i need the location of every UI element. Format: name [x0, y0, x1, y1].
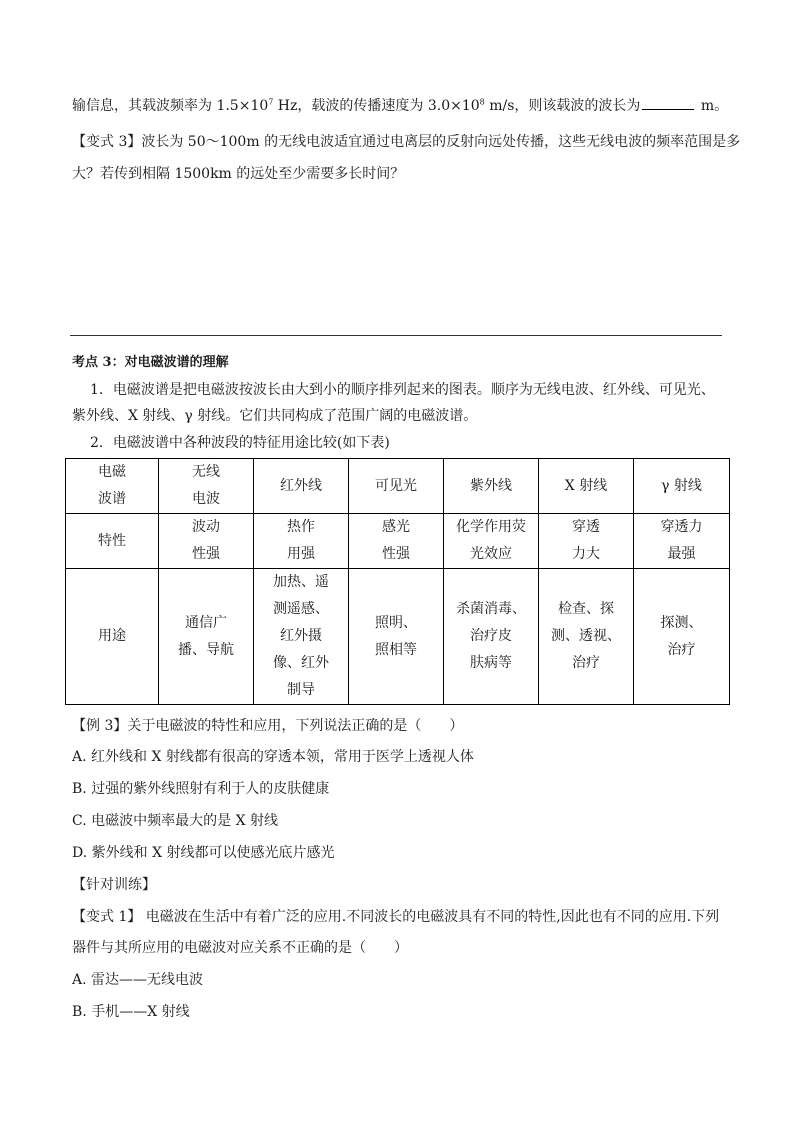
table-property-cell-6 — [634, 514, 730, 569]
table-use-cell-text: 杀菌消毒、 — [456, 601, 526, 617]
intro-text-4: m。 — [696, 98, 729, 114]
table-property-cell-4 — [444, 514, 539, 569]
intro-text-2: Hz，载波的传播速度为 3.0×10 — [273, 98, 480, 114]
table-property-row — [66, 514, 730, 569]
table-property-cell-text: 波动 — [192, 519, 220, 535]
table-use-cell-3 — [349, 569, 444, 705]
table-property-cell-text: 光效应 — [470, 546, 512, 562]
table-property-cell-0 — [66, 514, 159, 569]
table-use-cell-text: 播、导航 — [178, 641, 234, 658]
table-property-cell-text: 最强 — [667, 546, 696, 562]
training-option-b[interactable]: B. 手机——X 射线 — [72, 1004, 190, 1020]
table-use-cell-text: 治疗 — [572, 655, 600, 671]
table-property-cell-text: 特性 — [98, 532, 126, 549]
intro-line — [72, 95, 728, 115]
table-property-cell-5 — [539, 514, 634, 569]
table-header-cell-text: 电磁 — [98, 464, 126, 480]
table-use-cell-text: 照相等 — [375, 641, 417, 658]
table-header-cell-4 — [444, 459, 539, 514]
intro-text-1: 输信息，其载波频率为 1.5×10 — [72, 98, 269, 114]
table-use-cell-2 — [254, 569, 349, 705]
section-p2: 2．电磁波谱中各种波段的特征用途比较(如下表) — [90, 435, 390, 451]
table-property-cell-3 — [349, 514, 444, 569]
table-property-cell-text: 化学作用荧 — [456, 519, 526, 535]
table-header-cell-0 — [66, 459, 159, 514]
spectrum-table — [65, 458, 730, 705]
table-property-cell-text: 力大 — [572, 546, 600, 562]
section-p1-line2: 紫外线、X 射线、γ 射线。它们共同构成了范围广阔的电磁波谱。 — [72, 408, 478, 424]
table-property-cell-text: 性强 — [382, 546, 410, 562]
example3-stem: 【例 3】关于电磁波的特性和应用，下列说法正确的是（ ） — [72, 718, 464, 734]
table-header-cell-6 — [634, 459, 730, 514]
table-use-cell-text: 加热、遥 — [273, 574, 329, 590]
table-use-cell-1 — [159, 569, 254, 705]
table-use-row — [66, 569, 730, 705]
table-use-cell-text: 照明、 — [375, 614, 417, 631]
table-use-cell-text: 用途 — [98, 628, 126, 644]
exp-2: 8 — [479, 97, 485, 107]
table-header-cell-3 — [349, 459, 444, 514]
table-use-cell-text: 治疗皮 — [470, 628, 512, 644]
table-use-cell-text: 通信广 — [185, 614, 227, 631]
table-header-cell-text: 电波 — [192, 491, 220, 507]
table-use-cell-text: 制导 — [287, 682, 315, 698]
table-header-cell-text: γ 射线 — [661, 477, 702, 494]
table-header-cell-text: 无线 — [192, 464, 220, 480]
table-header-cell-text: 可见光 — [375, 477, 417, 494]
example3-option-d[interactable]: D. 紫外线和 X 射线都可以使感光底片感光 — [72, 845, 335, 861]
table-header-cell-text: 波谱 — [98, 491, 126, 507]
table-property-cell-text: 热作 — [287, 519, 315, 535]
table-use-cell-text: 探测、 — [660, 614, 703, 631]
table-use-cell-text: 治疗 — [667, 641, 696, 658]
table-header-row — [66, 459, 730, 514]
example3-option-b[interactable]: B. 过强的紫外线照射有利于人的皮肤健康 — [72, 781, 330, 797]
variant3-line2: 大？若传到相隔 1500km 的远处至少需要多长时间？ — [72, 166, 405, 182]
table-header-cell-text: 紫外线 — [470, 477, 512, 494]
table-property-cell-text: 感光 — [382, 519, 410, 535]
table-property-cell-text: 穿透力 — [660, 519, 703, 535]
section-p1-line1: 1．电磁波谱是把电磁波按波长由大到小的顺序排列起来的图表。顺序为无线电波、红外线、可见光、 — [90, 382, 715, 398]
table-use-cell-text: 红外摄 — [280, 628, 322, 644]
answer-blank[interactable] — [642, 95, 694, 110]
table-header-cell-5 — [539, 459, 634, 514]
training-variant1-line1: 【变式 1】 电磁波在生活中有着广泛的应用.不同波长的电磁波具有不同的特性,因此也有不同的应用.下列 — [72, 909, 720, 925]
table-use-cell-text: 测、透视、 — [551, 628, 621, 644]
table-header-cell-text: X 射线 — [564, 477, 608, 494]
section-title: 考点 3：对电磁波谱的理解 — [72, 355, 229, 370]
table-use-cell-text: 肤病等 — [470, 655, 512, 671]
table-use-cell-4 — [444, 569, 539, 705]
table-use-cell-5 — [539, 569, 634, 705]
example3-option-c[interactable]: C. 电磁波中频率最大的是 X 射线 — [72, 813, 278, 829]
training-option-a[interactable]: A. 雷达——无线电波 — [72, 972, 204, 988]
table-use-cell-0 — [66, 569, 159, 705]
table-header-cell-text: 红外线 — [280, 477, 322, 494]
table-use-cell-6 — [634, 569, 730, 705]
example3-option-a[interactable]: A. 红外线和 X 射线都有很高的穿透本领，常用于医学上透视人体 — [72, 749, 474, 765]
table-property-cell-1 — [159, 514, 254, 569]
exp-1: 7 — [268, 97, 274, 107]
table-header-cell-1 — [159, 459, 254, 514]
table-property-cell-2 — [254, 514, 349, 569]
table-property-cell-text: 性强 — [192, 546, 220, 562]
section-divider — [70, 335, 722, 336]
variant3-line1: 【变式 3】波长为 50～100m 的无线电波适宜通过电离层的反射向远处传播，这些无线电波的频率范围是多 — [72, 134, 741, 150]
table-use-cell-text: 测遥感、 — [273, 601, 329, 617]
training-heading: 【针对训练】 — [72, 877, 156, 893]
intro-text-3: m/s，则该载波的波长为 — [484, 98, 641, 114]
table-property-cell-text: 用强 — [287, 546, 315, 562]
training-variant1-line2: 器件与其所应用的电磁波对应关系不正确的是（ ） — [72, 940, 408, 956]
table-property-cell-text: 穿透 — [572, 519, 600, 535]
table-use-cell-text: 像、红外 — [273, 655, 329, 671]
table-use-cell-text: 检查、探 — [558, 601, 614, 617]
table-header-cell-2 — [254, 459, 349, 514]
